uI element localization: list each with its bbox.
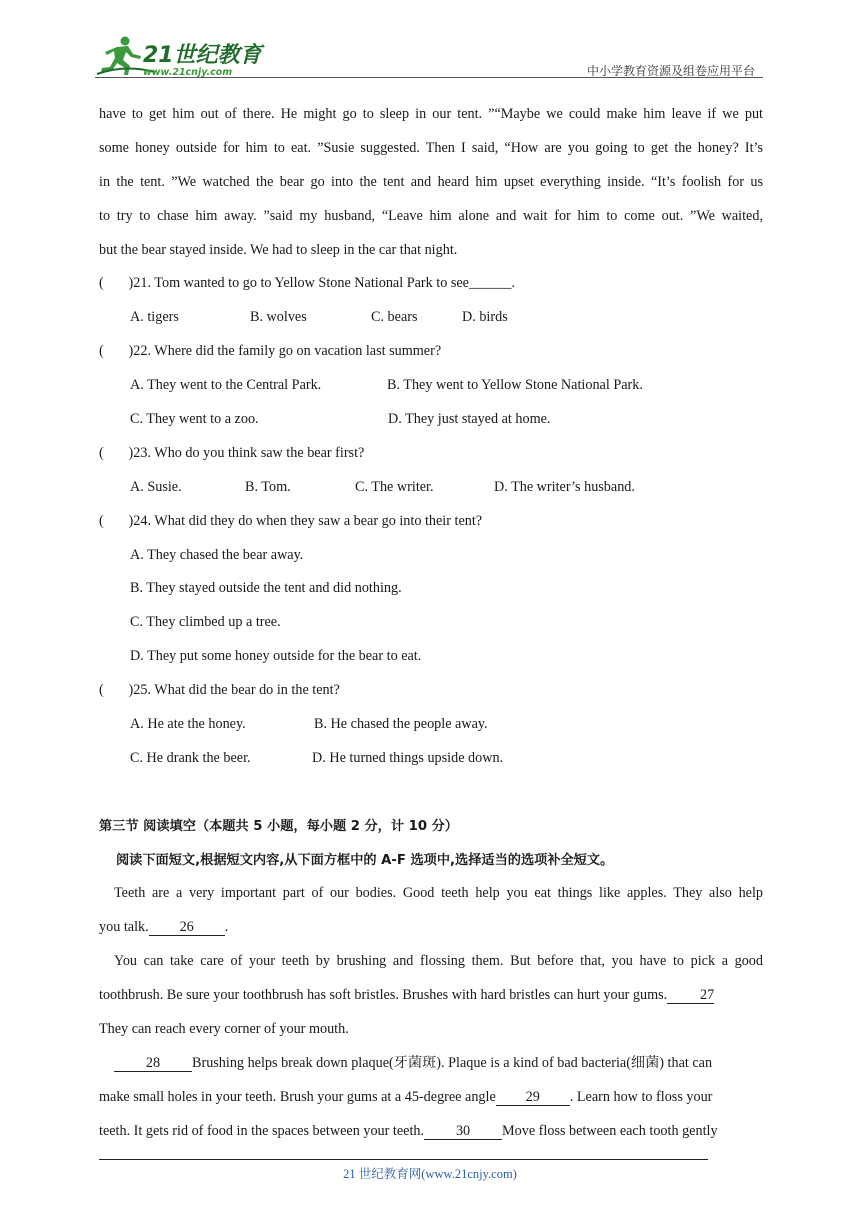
question-21-options	[99, 301, 763, 335]
section-title: 第三节 阅读填空（本题共 5 小题，每小题 2 分，计 10 分）	[99, 818, 458, 834]
option-b: B. He chased the people away.	[314, 716, 488, 733]
text-segment: make small holes in your teeth. Brush your gums at a 45-degree angle	[99, 1088, 496, 1105]
option-d: D. He turned things upside down.	[312, 749, 504, 766]
passage-line: You can take care of your teeth by brushing and flossing them. But before that, you have to pick a good	[114, 953, 763, 970]
text-segment: you talk.	[99, 919, 149, 936]
passage-line: some honey outside for him to eat. ”Susie suggested. Then I said, “How are you going to get the honey? It’s	[99, 139, 763, 156]
question-25-options-ab	[99, 708, 763, 742]
blank-30: 30	[424, 1123, 502, 1140]
option-a: A. tigers	[130, 309, 179, 326]
footer-divider	[99, 1159, 708, 1160]
option-b: B. Tom.	[245, 478, 291, 495]
option-c: C. The writer.	[355, 478, 434, 495]
passage-line: have to get him out of there. He might go to sleep in our tent. ”“Maybe we could make him leave if we put	[99, 106, 763, 122]
blank-28: 28	[114, 1055, 192, 1072]
option-c: C. He drank the beer.	[130, 749, 251, 766]
option-d: D. They put some honey outside for the bear to eat.	[130, 648, 422, 665]
question-22-options-ab	[99, 369, 763, 403]
question-24: ( )24. What did they do when they saw a bear go into their tent?	[99, 512, 483, 529]
option-d: D. They just stayed at home.	[388, 411, 551, 428]
passage-line: Teeth are a very important part of our bodies. Good teeth help you eat things like apples. They also help	[114, 885, 763, 902]
question-23-options	[99, 471, 763, 505]
option-a: A. He ate the honey.	[130, 716, 246, 733]
question-21-blank: ______	[468, 275, 512, 292]
page-header	[95, 30, 763, 78]
blank-27: 27	[667, 987, 714, 1004]
question-22: ( )22. Where did the family go on vacation last summer?	[99, 343, 442, 360]
option-d: D. The writer’s husband.	[494, 478, 635, 495]
page-footer[interactable]: 21 世纪教育网(www.21cnjy.com)	[343, 1167, 517, 1181]
question-25: ( )25. What did the bear do in the tent?	[99, 682, 340, 699]
section-instruction: 阅读下面短文,根据短文内容,从下面方框中的 A-F 选项中,选择适当的选项补全短文。	[116, 852, 614, 868]
blank-26: 26	[149, 919, 225, 936]
passage-line	[99, 911, 763, 945]
passage-line	[99, 1047, 763, 1081]
passage-line: to try to chase him away. ”said my husband, “Leave him alone and wait for him to come out. ”We waited,	[99, 207, 763, 224]
question-23: ( )23. Who do you think saw the bear first?	[99, 444, 365, 461]
option-d: D. birds	[462, 309, 508, 326]
text-segment: Move floss between each tooth gently	[502, 1122, 718, 1139]
passage-line	[99, 979, 763, 1013]
text-segment: . Learn how to floss your	[569, 1088, 713, 1105]
question-21-end: .	[511, 275, 516, 292]
text-segment: Brushing helps break down plaque(牙菌斑). Plaque is a kind of bad bacteria(细菌) that can	[192, 1054, 713, 1071]
passage-line	[99, 1115, 763, 1149]
passage-line	[99, 1081, 763, 1115]
question-25-options-cd	[99, 742, 763, 776]
document-body	[99, 98, 763, 1149]
option-a: A. They chased the bear away.	[130, 546, 304, 563]
spacer	[99, 776, 763, 810]
option-c: C. bears	[371, 309, 418, 326]
question-22-options-cd	[99, 403, 763, 437]
passage-line: in the tent. ”We watched the bear go into the tent and heard him upset everything inside. “It’s foolish for us	[99, 173, 763, 190]
option-b: B. They stayed outside the tent and did nothing.	[130, 580, 402, 597]
platform-name: 中小学教育资源及组卷应用平台	[586, 64, 755, 78]
text-segment: toothbrush. Be sure your toothbrush has soft bristles. Brushes with hard bristles can hurt your gums.	[99, 987, 668, 1004]
svg-text:www.21cnjy.com: www.21cnjy.com	[143, 67, 233, 78]
passage-line: They can reach every corner of your mouth.	[99, 1021, 349, 1038]
text-segment: .	[224, 919, 229, 936]
header-divider	[95, 77, 763, 78]
passage-line: but the bear stayed inside. We had to sleep in the car that night.	[99, 241, 458, 258]
option-b: B. wolves	[250, 309, 307, 326]
option-c: C. They went to a zoo.	[130, 411, 259, 428]
option-b: B. They went to Yellow Stone National Park.	[387, 377, 643, 394]
option-c: C. They climbed up a tree.	[130, 614, 281, 631]
question-21-stem: ( )21. Tom wanted to go to Yellow Stone National Park to see	[99, 275, 469, 292]
question-21	[99, 267, 763, 301]
option-a: A. They went to the Central Park.	[130, 377, 322, 394]
site-logo	[95, 34, 265, 78]
blank-29: 29	[496, 1089, 570, 1106]
text-segment: teeth. It gets rid of food in the spaces between your teeth.	[99, 1122, 425, 1139]
svg-text:21世纪教育: 21世纪教育	[143, 43, 262, 68]
option-a: A. Susie.	[130, 478, 182, 495]
